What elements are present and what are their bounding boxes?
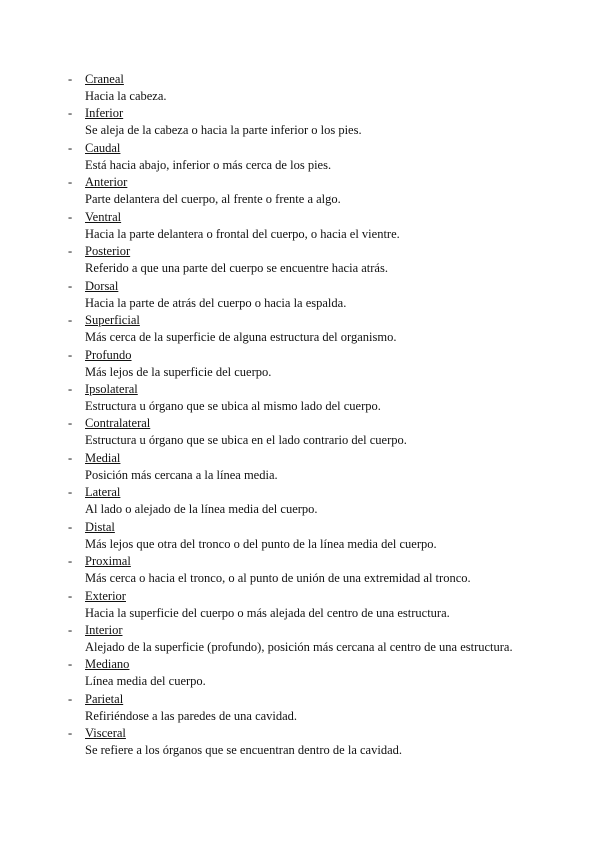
list-item (0, 519, 600, 553)
term-definition: Refiriéndose a las paredes de una cavidad. (85, 708, 298, 723)
list-item (0, 312, 600, 346)
bullet-dash: - (68, 72, 73, 86)
bullet-dash: - (68, 347, 73, 362)
list-item (0, 278, 600, 312)
term-definition: Se aleja de la cabeza o hacia la parte inferior o los pies. (85, 123, 362, 138)
list-item (0, 71, 600, 105)
anatomical-terms-list (0, 71, 600, 760)
term-definition: Al lado o alejado de la línea media del cuerpo. (85, 502, 318, 517)
term-definition: Hacia la cabeza. (85, 89, 167, 103)
list-item (0, 725, 600, 759)
bullet-dash: - (68, 726, 73, 741)
term-definition: Se refiere a los órganos que se encuentran dentro de la cavidad. (85, 743, 402, 758)
list-item (0, 347, 600, 381)
term-label: Craneal (85, 72, 124, 86)
term-label: Ipsolateral (85, 381, 138, 396)
term-definition: Estructura u órgano que se ubica en el lado contrario del cuerpo. (85, 433, 407, 448)
list-item (0, 381, 600, 415)
term-definition: Línea media del cuerpo. (85, 674, 206, 689)
list-item (0, 588, 600, 622)
term-label: Inferior (85, 106, 124, 121)
list-item (0, 656, 600, 690)
term-definition: Estructura u órgano que se ubica al mismo lado del cuerpo. (85, 398, 381, 413)
term-definition: Posición más cercana a la línea media. (85, 467, 278, 482)
bullet-dash: - (68, 140, 73, 155)
list-item (0, 105, 600, 139)
term-label: Ventral (85, 209, 122, 224)
term-definition: Más cerca o hacia el tronco, o al punto de unión de una extremidad al tronco. (85, 571, 471, 586)
term-definition: Hacia la parte de atrás del cuerpo o hacia la espalda. (85, 295, 347, 310)
term-definition: Parte delantera del cuerpo, al frente o frente a algo. (85, 192, 341, 207)
bullet-dash: - (68, 623, 73, 637)
bullet-dash: - (68, 450, 73, 465)
bullet-dash: - (68, 691, 73, 706)
term-definition: Referido a que una parte del cuerpo se encuentre hacia atrás. (85, 261, 388, 276)
term-label: Medial (85, 450, 121, 465)
list-item (0, 691, 600, 725)
term-label: Distal (85, 519, 115, 534)
list-item (0, 243, 600, 277)
term-definition: Más cerca de la superficie de alguna estructura del organismo. (85, 330, 397, 345)
bullet-dash: - (68, 278, 73, 293)
list-item (0, 140, 600, 174)
term-label: Proximal (85, 554, 131, 569)
term-label: Dorsal (85, 278, 119, 293)
list-item (0, 415, 600, 449)
bullet-dash: - (68, 244, 73, 259)
term-label: Parietal (85, 691, 124, 706)
term-definition: Hacia la parte delantera o frontal del cuerpo, o hacia el vientre. (85, 226, 400, 241)
term-label: Contralateral (85, 416, 151, 431)
bullet-dash: - (68, 519, 73, 534)
list-item (0, 622, 600, 656)
term-definition: Hacia la superficie del cuerpo o más alejada del centro de una estructura. (85, 605, 450, 620)
term-label: Superficial (85, 313, 140, 328)
bullet-dash: - (68, 175, 73, 190)
term-definition: Más lejos que otra del tronco o del punto de la línea media del cuerpo. (85, 536, 437, 551)
list-item (0, 484, 600, 518)
bullet-dash: - (68, 209, 73, 224)
bullet-dash: - (68, 485, 73, 500)
bullet-dash: - (68, 416, 73, 431)
list-item (0, 450, 600, 484)
list-item (0, 553, 600, 587)
term-label: Interior (85, 623, 123, 637)
term-definition: Alejado de la superficie (profundo), posición más cercana al centro de una estructura. (85, 640, 513, 654)
term-label: Posterior (85, 244, 131, 259)
term-label: Anterior (85, 175, 128, 190)
bullet-dash: - (68, 313, 73, 328)
term-label: Mediano (85, 657, 130, 672)
term-label: Exterior (85, 588, 126, 603)
list-item (0, 209, 600, 243)
term-definition: Está hacia abajo, inferior o más cerca de los pies. (85, 157, 332, 172)
term-label: Visceral (85, 726, 126, 741)
list-item (0, 174, 600, 208)
bullet-dash: - (68, 588, 73, 603)
term-label: Profundo (85, 347, 132, 362)
term-definition: Más lejos de la superficie del cuerpo. (85, 364, 272, 379)
bullet-dash: - (68, 554, 73, 569)
term-label: Lateral (85, 485, 121, 500)
term-label: Caudal (85, 140, 121, 155)
bullet-dash: - (68, 381, 73, 396)
bullet-dash: - (68, 106, 73, 121)
bullet-dash: - (68, 657, 73, 672)
